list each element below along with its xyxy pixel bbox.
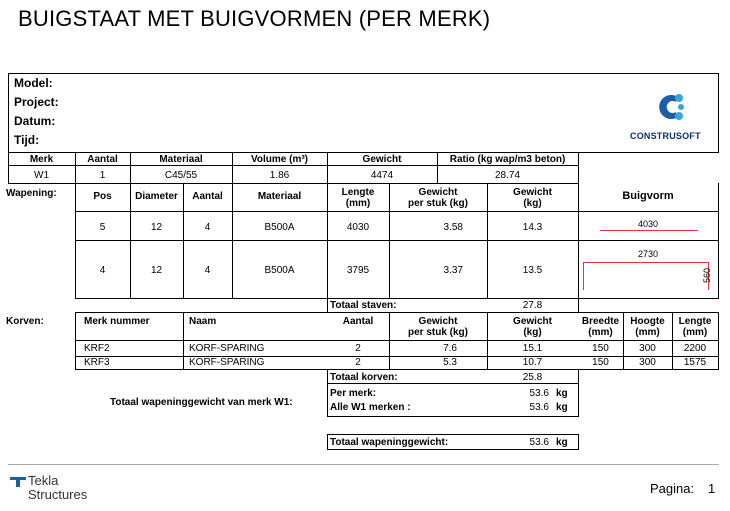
lengte-cell: 3795 (346, 265, 370, 276)
materiaal-cell: B500A (264, 265, 295, 276)
per-merk-unit: kg (556, 388, 568, 399)
pos-header: Pos (93, 191, 112, 202)
lengte-cell: 2200 (683, 343, 707, 354)
shape-dimension-label: 2730 (637, 249, 659, 259)
datum-label: Datum: (14, 114, 56, 128)
tekla-brand-line1: Tekla (28, 473, 59, 488)
alle-merken-label: Alle W1 merken : (330, 402, 411, 413)
aantal-cell: 2 (355, 357, 361, 368)
model-label: Model: (14, 76, 53, 90)
korven-label: Korven: (6, 316, 44, 327)
aantal-value: 1 (99, 170, 106, 181)
page-label: Pagina: (650, 481, 695, 496)
per-merk-value: 53.6 (529, 388, 549, 399)
gewicht-cell: 13.5 (522, 265, 543, 276)
naam-header: Naam (189, 316, 217, 327)
page-title: BUIGSTAAT MET BUIGVORMEN (PER MERK) (18, 6, 491, 31)
buigvorm-header: Buigvorm (622, 190, 674, 202)
tekla-logo-icon (10, 474, 26, 492)
totaal-wapening-value: 53.6 (529, 437, 549, 448)
straight-bar-shape (600, 230, 698, 231)
wapening-label: Wapening: (6, 188, 57, 199)
ratio-header: Ratio (kg wap/m3 beton) (449, 154, 566, 165)
bent-bar-left-shape (583, 262, 584, 290)
tijd-label: Tijd: (14, 133, 40, 147)
shape-dimension-label: 4030 (637, 219, 659, 229)
breedte-cell: 150 (592, 343, 609, 354)
totaal-korven-label: Totaal korven: (330, 372, 398, 383)
gewicht-stuk-header: Gewicht per stuk (kg) (407, 187, 468, 209)
bent-bar-top-shape (583, 262, 709, 263)
merk-value: W1 (34, 170, 49, 181)
totaal-merk-label: Totaal wapeninggewicht van merk W1: (110, 397, 293, 408)
aantal-header: Aantal (87, 154, 118, 165)
diameter-header: Diameter (135, 191, 178, 202)
pos-cell: 5 (99, 222, 106, 233)
diameter-cell: 12 (150, 265, 163, 276)
gewicht-header: Gewicht (kg) (513, 316, 552, 338)
naam-cell: KORF-SPARING (189, 343, 265, 354)
pos-cell: 4 (99, 265, 106, 276)
lengte-header: Lengte (mm) (341, 187, 375, 209)
aantal-cell: 4 (204, 265, 211, 276)
totaal-staven-label: Totaal staven: (330, 300, 397, 311)
materiaal-cell: B500A (264, 222, 295, 233)
gewicht-stuk-cell: 3.58 (443, 222, 463, 233)
hoogte-cell: 300 (639, 343, 656, 354)
hoogte-header: Hoogte (mm) (630, 316, 665, 338)
lengte-header: Lengte (mm) (678, 316, 712, 338)
gewicht-stuk-header: Gewicht per stuk (kg) (407, 316, 468, 338)
alle-merken-unit: kg (556, 402, 568, 413)
gewicht-cell: 10.7 (522, 357, 543, 368)
gewicht-stuk-cell: 3.37 (443, 265, 463, 276)
gewicht-cell: 15.1 (522, 343, 543, 354)
construsoft-logo-icon (652, 90, 688, 129)
hoogte-cell: 300 (639, 357, 656, 368)
ratio-value: 28.74 (494, 170, 521, 181)
aantal-cell: 2 (355, 343, 361, 354)
materiaal-value: C45/55 (164, 170, 198, 181)
gewicht-stuk-cell: 7.6 (443, 343, 457, 354)
lengte-cell: 1575 (683, 357, 707, 368)
project-label: Project: (14, 95, 59, 109)
aantal-cell: 4 (204, 222, 211, 233)
totaal-staven-value: 27.8 (522, 300, 543, 311)
construsoft-logo-text: CONSTRUSOFT (630, 131, 701, 141)
aantal-header: Aantal (192, 191, 223, 202)
merk-cell: KRF2 (84, 343, 110, 354)
lengte-cell: 4030 (346, 222, 370, 233)
gewicht-stuk-cell: 5.3 (443, 357, 457, 368)
breedte-cell: 150 (592, 357, 609, 368)
merk-nummer-header: Merk nummer (84, 316, 150, 327)
merk-header: Merk (29, 154, 54, 165)
breedte-header: Breedte (mm) (581, 316, 620, 338)
gewicht-header: Gewicht (kg) (513, 187, 552, 209)
alle-merken-value: 53.6 (529, 402, 549, 413)
materiaal-header: Materiaal (257, 191, 302, 202)
totaal-wapening-label: Totaal wapeninggewicht: (330, 437, 449, 448)
per-merk-label: Per merk: (330, 388, 377, 399)
diameter-cell: 12 (150, 222, 163, 233)
aantal-header: Aantal (342, 316, 374, 327)
merk-cell: KRF3 (84, 357, 110, 368)
totaal-wapening-unit: kg (556, 437, 568, 448)
shape-side-label: 560 (702, 267, 713, 284)
volume-value: 1.86 (269, 170, 290, 181)
materiaal-header: Materiaal (159, 154, 203, 165)
gewicht-cell: 14.3 (522, 222, 543, 233)
totaal-korven-value: 25.8 (522, 372, 543, 383)
gewicht-header: Gewicht (362, 154, 402, 165)
naam-cell: KORF-SPARING (189, 357, 265, 368)
volume-header: Volume (m³) (250, 154, 309, 165)
footer-divider (8, 464, 719, 465)
page-number: 1 (708, 481, 716, 496)
gewicht-value: 4474 (370, 170, 394, 181)
tekla-brand-line2: Structures (28, 487, 88, 502)
